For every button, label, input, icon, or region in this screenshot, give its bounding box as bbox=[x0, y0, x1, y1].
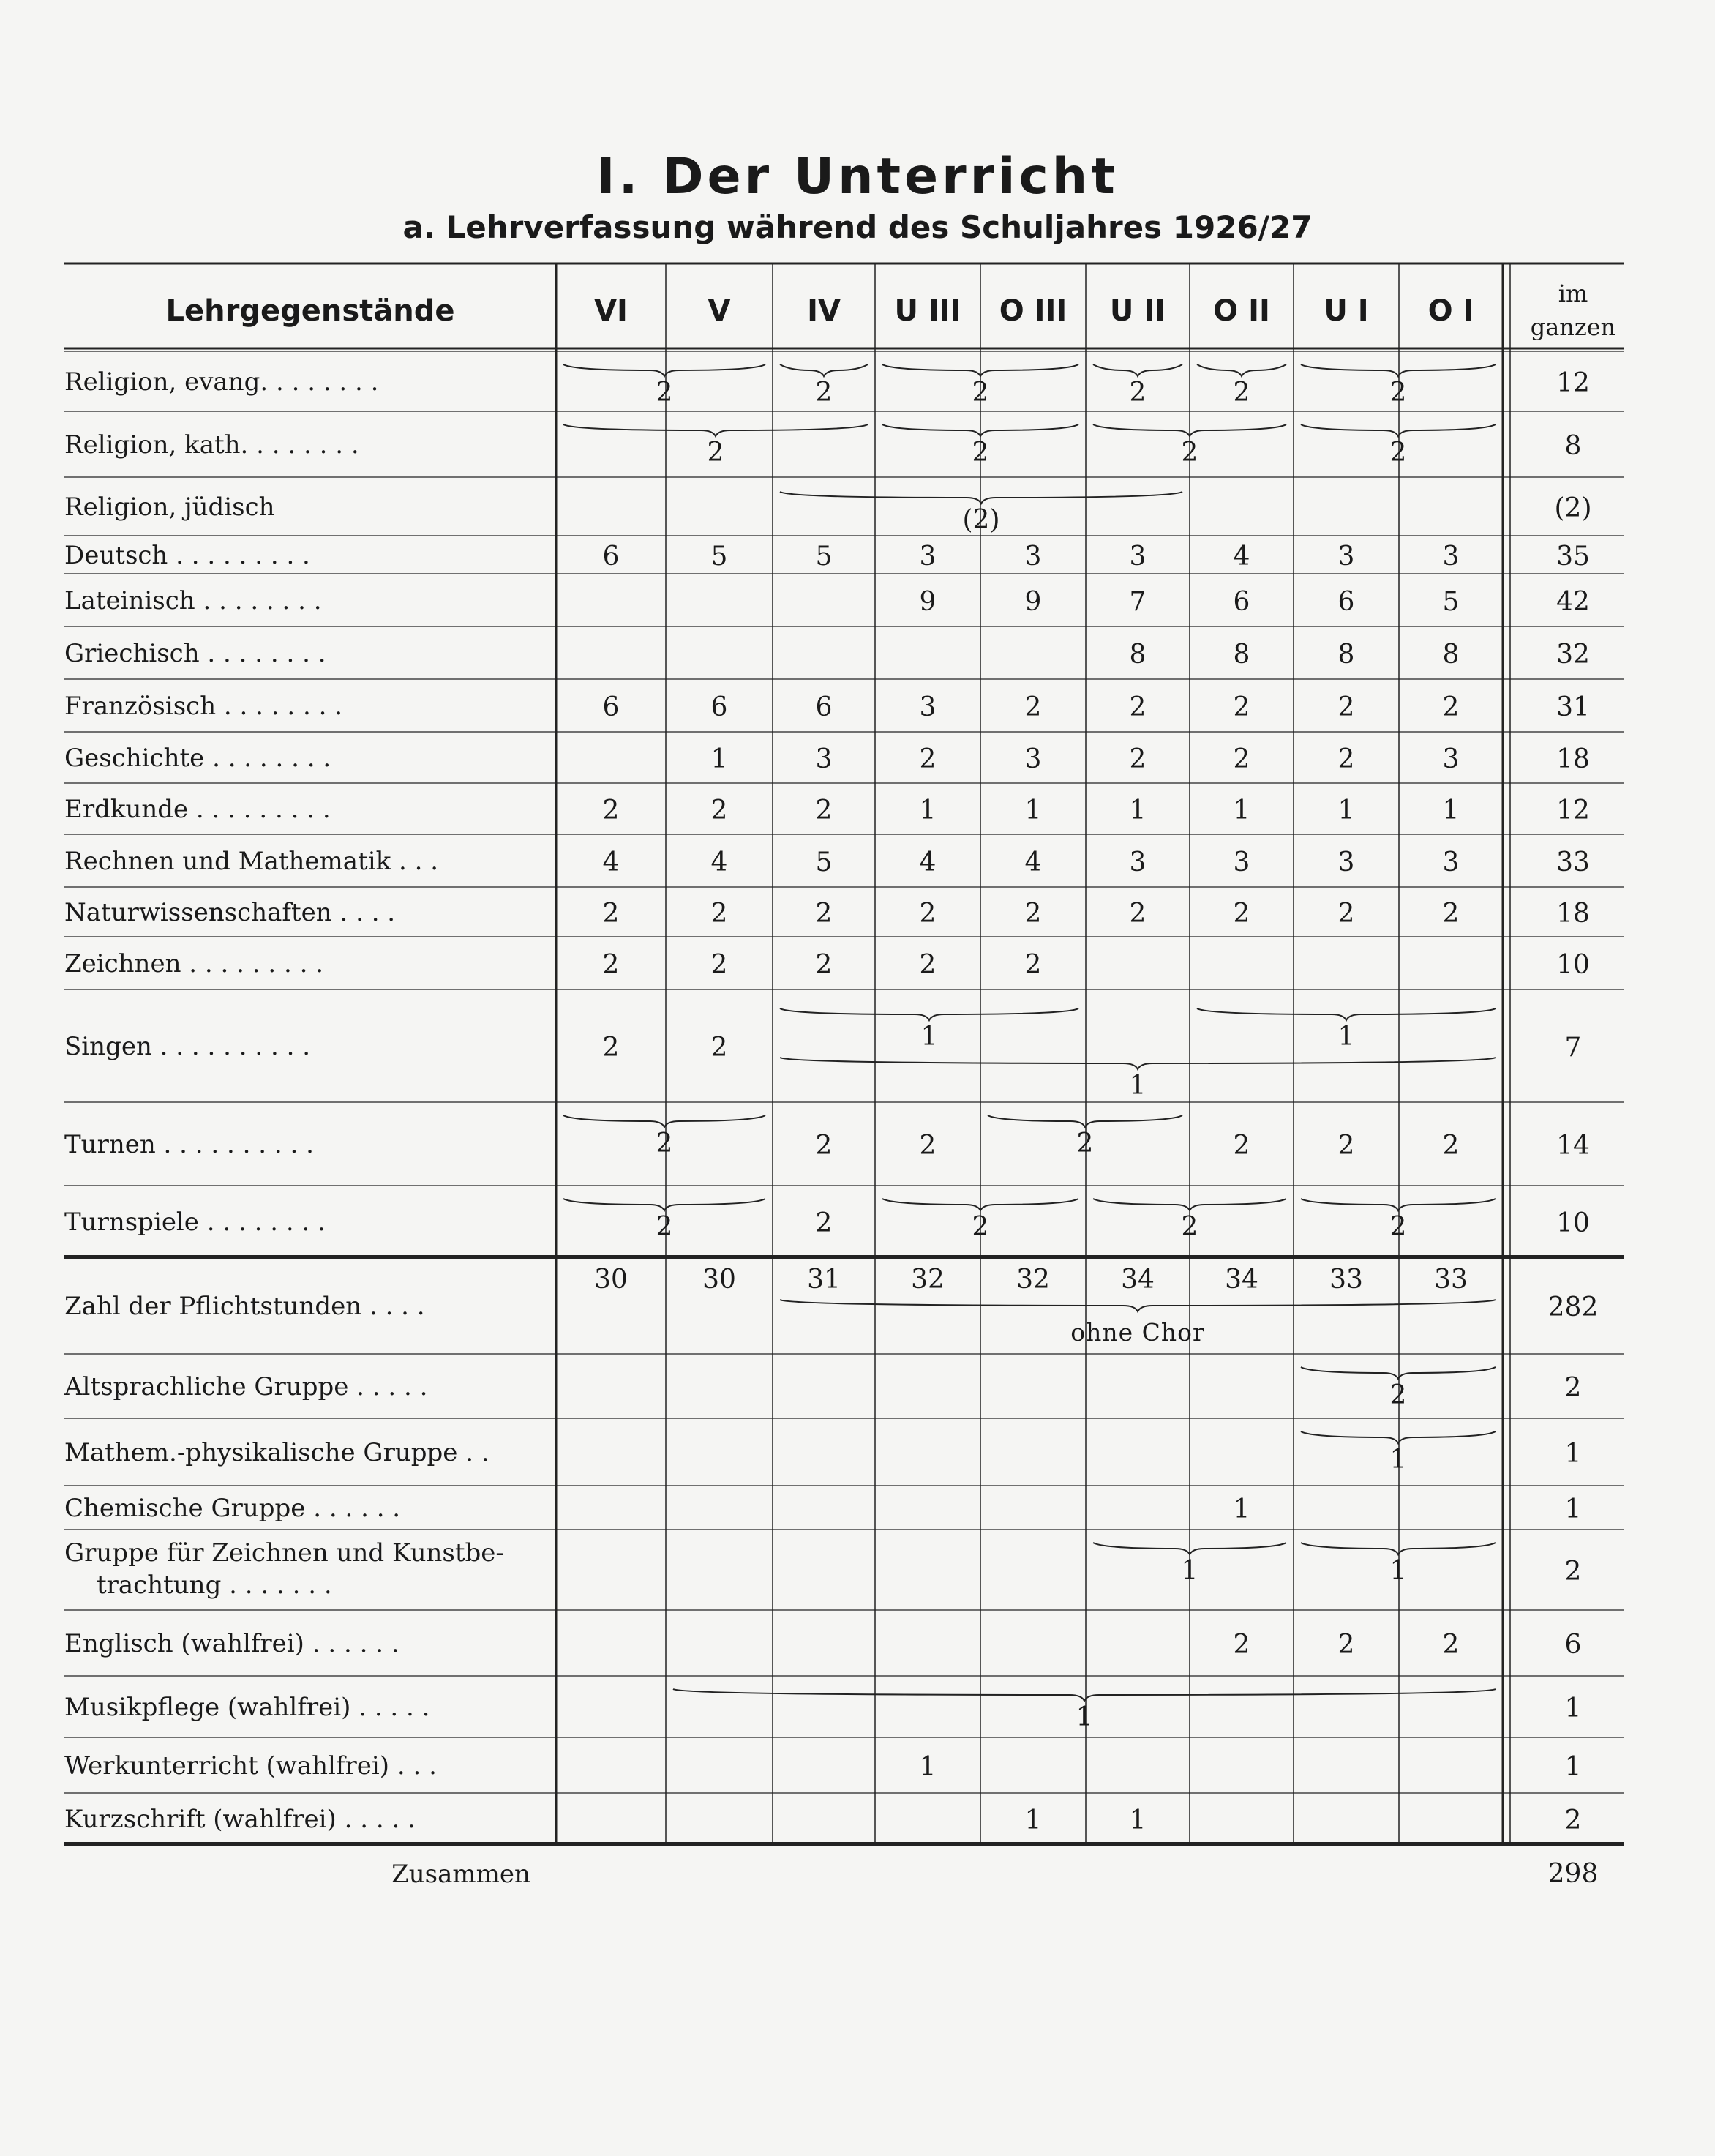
footer-total: 298 bbox=[1547, 1859, 1599, 1889]
cell-value: 2 bbox=[1233, 899, 1250, 929]
cell-value: 1 bbox=[1129, 1805, 1147, 1835]
cell-value: 7 bbox=[1129, 587, 1147, 617]
span-brace bbox=[1301, 1367, 1496, 1379]
row-total: 1 bbox=[1564, 1439, 1582, 1469]
cell-value: 33 bbox=[1434, 1265, 1468, 1295]
cell-value: 2 bbox=[1233, 1630, 1250, 1660]
row-total: 2 bbox=[1564, 1557, 1582, 1587]
span-value: 2 bbox=[1389, 438, 1407, 468]
cell-value: 3 bbox=[919, 692, 937, 722]
cell-value: 2 bbox=[710, 1033, 728, 1063]
cell-value: 30 bbox=[702, 1265, 736, 1295]
cell-value: 6 bbox=[815, 692, 833, 722]
cell-value: 2 bbox=[919, 899, 937, 929]
row-total: 12 bbox=[1556, 796, 1590, 826]
row-label: Religion, evang. . . . . . . . bbox=[64, 367, 379, 397]
span-value: 2 bbox=[815, 378, 833, 408]
span-brace bbox=[1301, 424, 1496, 436]
cell-value: 1 bbox=[1129, 796, 1147, 826]
span-brace bbox=[673, 1689, 1496, 1701]
header-total-line2: ganzen bbox=[1530, 313, 1616, 341]
row-total: 7 bbox=[1564, 1033, 1582, 1063]
header-class-v: V bbox=[708, 294, 731, 328]
cell-value: 2 bbox=[919, 1131, 937, 1161]
row-label: trachtung . . . . . . . bbox=[97, 1571, 332, 1600]
row-label: Musikpflege (wahlfrei) . . . . . bbox=[64, 1693, 430, 1722]
span-brace bbox=[780, 492, 1182, 504]
span-brace bbox=[563, 1115, 765, 1127]
row-total: 31 bbox=[1556, 692, 1590, 722]
cell-value: 1 bbox=[919, 1752, 937, 1782]
cell-value: 2 bbox=[1233, 692, 1250, 722]
cell-value: 2 bbox=[1337, 1131, 1355, 1161]
cell-value: 3 bbox=[1337, 847, 1355, 877]
cell-value: 1 bbox=[710, 744, 728, 774]
span-value: 1 bbox=[1337, 1022, 1355, 1052]
footer-label: Zusammen bbox=[391, 1860, 530, 1889]
cell-value: 34 bbox=[1121, 1265, 1155, 1295]
row-label: Französisch . . . . . . . . bbox=[64, 692, 343, 721]
span-value: 2 bbox=[1389, 1212, 1407, 1242]
row-label: Religion, kath. . . . . . . . bbox=[64, 430, 359, 460]
cell-value: 4 bbox=[1024, 847, 1042, 877]
span-brace bbox=[780, 1058, 1496, 1069]
row-total: 2 bbox=[1564, 1373, 1582, 1403]
span-value: 2 bbox=[656, 378, 673, 408]
cell-value: 2 bbox=[1337, 899, 1355, 929]
span-value: (2) bbox=[962, 505, 1000, 535]
span-value: 2 bbox=[656, 1128, 673, 1159]
cell-value: 3 bbox=[1442, 744, 1460, 774]
row-label: Altsprachliche Gruppe . . . . . bbox=[64, 1372, 428, 1401]
span-value: 2 bbox=[1181, 438, 1198, 468]
cell-value: 4 bbox=[919, 847, 937, 877]
row-total: 35 bbox=[1556, 542, 1590, 572]
cell-value: 2 bbox=[815, 1131, 833, 1161]
span-value: 2 bbox=[972, 438, 989, 468]
cell-value: 2 bbox=[710, 796, 728, 826]
row-total: 42 bbox=[1556, 587, 1590, 617]
span-value: 1 bbox=[920, 1022, 938, 1052]
cell-value: 31 bbox=[807, 1265, 841, 1295]
span-brace bbox=[1301, 1199, 1496, 1210]
row-label: Kurzschrift (wahlfrei) . . . . . bbox=[64, 1805, 416, 1834]
page-subtitle: a. Lehrverfassung während des Schuljahres 1926/27 bbox=[402, 209, 1313, 245]
row-label: Erdkunde . . . . . . . . . bbox=[64, 795, 331, 824]
cell-value: 3 bbox=[1442, 847, 1460, 877]
cell-value: 30 bbox=[594, 1265, 628, 1295]
header-class-u-iii: U III bbox=[894, 294, 961, 328]
span-value: 2 bbox=[1233, 378, 1250, 408]
span-brace bbox=[563, 364, 765, 376]
row-label: Deutsch . . . . . . . . . bbox=[64, 541, 310, 570]
span-value: 2 bbox=[1129, 378, 1147, 408]
row-total: 18 bbox=[1556, 899, 1590, 929]
cell-value: 3 bbox=[1442, 542, 1460, 572]
header-class-o-ii: O II bbox=[1213, 294, 1270, 328]
cell-value: 6 bbox=[1337, 587, 1355, 617]
header-class-u-ii: U II bbox=[1109, 294, 1166, 328]
row-total: 32 bbox=[1556, 640, 1590, 670]
row-total: (2) bbox=[1554, 493, 1592, 523]
header-class-u-i: U I bbox=[1324, 294, 1369, 328]
cell-value: 32 bbox=[911, 1265, 945, 1295]
row-label: Chemische Gruppe . . . . . . bbox=[64, 1494, 401, 1523]
row-total: 1 bbox=[1564, 1494, 1582, 1524]
cell-value: 2 bbox=[602, 796, 620, 826]
cell-value: 2 bbox=[815, 899, 833, 929]
row-label: Turnen . . . . . . . . . . bbox=[64, 1130, 314, 1159]
cell-value: 6 bbox=[710, 692, 728, 722]
span-value: 2 bbox=[1076, 1128, 1094, 1159]
span-value: 2 bbox=[972, 378, 989, 408]
cell-value: 3 bbox=[1233, 847, 1250, 877]
row-label: Naturwissenschaften . . . . bbox=[64, 898, 396, 927]
header-total-line1: im bbox=[1558, 280, 1588, 307]
cell-value: 2 bbox=[1129, 692, 1147, 722]
row-label: Religion, jüdisch bbox=[64, 493, 275, 522]
cell-value: 6 bbox=[602, 542, 620, 572]
span-brace bbox=[1301, 364, 1496, 376]
cell-value: 34 bbox=[1225, 1265, 1258, 1295]
span-brace bbox=[1301, 1543, 1496, 1554]
header-class-o-i: O I bbox=[1427, 294, 1474, 328]
cell-value: 2 bbox=[1024, 950, 1042, 980]
cell-value: 8 bbox=[1337, 640, 1355, 670]
cell-value: 2 bbox=[1233, 744, 1250, 774]
row-label: Werkunterricht (wahlfrei) . . . bbox=[64, 1751, 437, 1781]
span-brace bbox=[780, 1008, 1078, 1020]
span-brace bbox=[1197, 1008, 1496, 1020]
cell-value: 2 bbox=[1337, 1630, 1355, 1660]
cell-value: 8 bbox=[1129, 640, 1147, 670]
cell-value: 9 bbox=[919, 587, 937, 617]
cell-value: 1 bbox=[1337, 796, 1355, 826]
cell-value: 2 bbox=[1442, 1131, 1460, 1161]
cell-value: 3 bbox=[919, 542, 937, 572]
row-label: Mathem.-physikalische Gruppe . . bbox=[64, 1438, 489, 1467]
cell-value: 5 bbox=[710, 542, 728, 572]
cell-value: 1 bbox=[1233, 1494, 1250, 1524]
cell-value: 2 bbox=[710, 950, 728, 980]
row-label: Englisch (wahlfrei) . . . . . . bbox=[64, 1629, 399, 1658]
header-class-iv: IV bbox=[807, 294, 841, 328]
cell-value: 2 bbox=[1024, 692, 1042, 722]
span-value: 1 bbox=[1389, 1445, 1407, 1475]
row-total: 12 bbox=[1556, 368, 1590, 398]
row-label: Gruppe für Zeichnen und Kunstbe- bbox=[64, 1538, 504, 1568]
cell-value: 2 bbox=[815, 950, 833, 980]
row-total: 282 bbox=[1547, 1292, 1599, 1322]
span-brace bbox=[1301, 1431, 1496, 1443]
row-total: 33 bbox=[1556, 847, 1590, 877]
cell-value: 2 bbox=[602, 899, 620, 929]
span-brace bbox=[563, 1199, 765, 1210]
cell-value: 3 bbox=[1337, 542, 1355, 572]
row-total: 1 bbox=[1564, 1752, 1582, 1782]
row-label: Turnspiele . . . . . . . . bbox=[64, 1208, 326, 1237]
span-brace bbox=[1197, 364, 1286, 376]
row-label: Griechisch . . . . . . . . bbox=[64, 639, 326, 668]
cell-value: 5 bbox=[1442, 587, 1460, 617]
cell-value: 2 bbox=[1129, 744, 1147, 774]
cell-value: 33 bbox=[1329, 1265, 1363, 1295]
cell-value: 2 bbox=[602, 950, 620, 980]
cell-value: 2 bbox=[1129, 899, 1147, 929]
cell-value: 1 bbox=[1024, 1805, 1042, 1835]
row-total: 8 bbox=[1564, 431, 1582, 461]
span-value: 2 bbox=[972, 1212, 989, 1242]
cell-value: 5 bbox=[815, 542, 833, 572]
cell-value: 2 bbox=[1024, 899, 1042, 929]
cell-value: 5 bbox=[815, 847, 833, 877]
span-brace bbox=[988, 1115, 1182, 1127]
row-total: 6 bbox=[1564, 1630, 1582, 1660]
span-value: 1 bbox=[1129, 1071, 1147, 1101]
cell-value: 2 bbox=[919, 744, 937, 774]
row-label: Singen . . . . . . . . . . bbox=[64, 1032, 310, 1061]
cell-value: 3 bbox=[815, 744, 833, 774]
span-value: 2 bbox=[656, 1212, 673, 1242]
cell-value: 32 bbox=[1016, 1265, 1050, 1295]
cell-value: 1 bbox=[919, 796, 937, 826]
cell-value: 2 bbox=[602, 1033, 620, 1063]
cell-value: 1 bbox=[1442, 796, 1460, 826]
span-value: 2 bbox=[1181, 1212, 1198, 1242]
row-total: 1 bbox=[1564, 1693, 1582, 1723]
cell-value: 2 bbox=[1337, 744, 1355, 774]
row-label: Lateinisch . . . . . . . . bbox=[64, 586, 322, 615]
cell-value: 4 bbox=[1233, 542, 1250, 572]
cell-value: 2 bbox=[1337, 692, 1355, 722]
cell-value: 3 bbox=[1024, 542, 1042, 572]
cell-value: 1 bbox=[1233, 796, 1250, 826]
cell-value: 1 bbox=[1024, 796, 1042, 826]
cell-value: 6 bbox=[602, 692, 620, 722]
span-brace bbox=[780, 364, 868, 376]
header-class-vi: VI bbox=[594, 294, 628, 328]
row-label: Geschichte . . . . . . . . bbox=[64, 744, 331, 773]
cell-value: 2 bbox=[1442, 692, 1460, 722]
row-total: 10 bbox=[1556, 1208, 1590, 1238]
row-label: Rechnen und Mathematik . . . bbox=[64, 847, 439, 876]
cell-value: 9 bbox=[1024, 587, 1042, 617]
row-total: 18 bbox=[1556, 744, 1590, 774]
row-total: 10 bbox=[1556, 950, 1590, 980]
span-value: 1 bbox=[1181, 1556, 1198, 1586]
cell-value: 6 bbox=[1233, 587, 1250, 617]
row-label: Zahl der Pflichtstunden . . . . bbox=[64, 1292, 425, 1321]
row-total: 14 bbox=[1556, 1131, 1590, 1161]
header-class-o-iii: O III bbox=[999, 294, 1067, 328]
cell-value: 3 bbox=[1024, 744, 1042, 774]
span-value: 1 bbox=[1389, 1556, 1407, 1586]
cell-value: 2 bbox=[815, 796, 833, 826]
row-label: Zeichnen . . . . . . . . . bbox=[64, 949, 324, 978]
cell-value: 2 bbox=[815, 1208, 833, 1238]
span-value: 1 bbox=[1076, 1702, 1093, 1732]
span-value: ohne Chor bbox=[1070, 1318, 1205, 1347]
span-brace bbox=[563, 424, 868, 436]
row-total: 2 bbox=[1564, 1805, 1582, 1835]
cell-value: 4 bbox=[602, 847, 620, 877]
cell-value: 2 bbox=[1442, 899, 1460, 929]
span-brace bbox=[1093, 364, 1182, 376]
cell-value: 3 bbox=[1129, 847, 1147, 877]
header-subjects: Lehrgegenstände bbox=[165, 294, 455, 328]
cell-value: 3 bbox=[1129, 542, 1147, 572]
cell-value: 2 bbox=[710, 899, 728, 929]
cell-value: 2 bbox=[1442, 1630, 1460, 1660]
cell-value: 2 bbox=[919, 950, 937, 980]
span-brace bbox=[780, 1300, 1496, 1311]
page-title: I. Der Unterricht bbox=[596, 148, 1119, 206]
cell-value: 2 bbox=[1233, 1131, 1250, 1161]
cell-value: 8 bbox=[1442, 640, 1460, 670]
cell-value: 8 bbox=[1233, 640, 1250, 670]
span-value: 2 bbox=[1389, 1380, 1407, 1410]
span-value: 2 bbox=[1389, 378, 1407, 408]
cell-value: 4 bbox=[710, 847, 728, 877]
span-value: 2 bbox=[707, 438, 724, 468]
